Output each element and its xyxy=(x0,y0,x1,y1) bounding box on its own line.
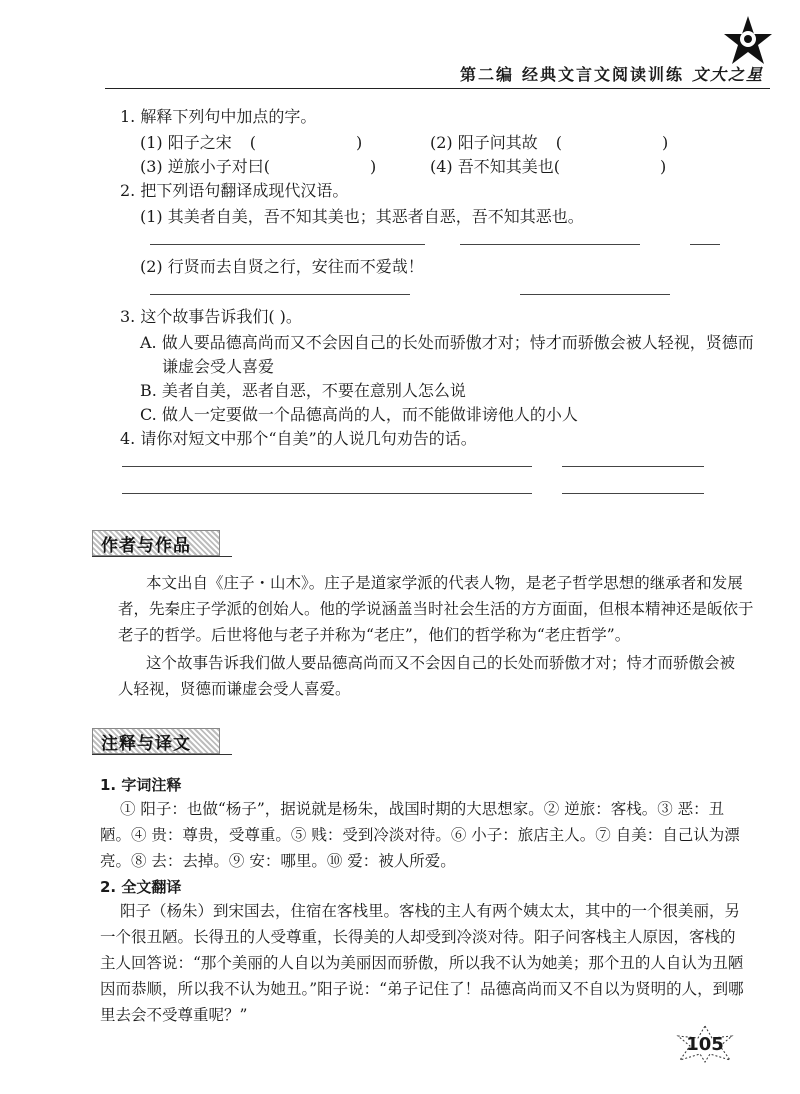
translation-line-2: 一个很丑陋。长得丑的人受尊重，长得美的人却受到冷淡对待。阳子问客栈主人原因，客栈的 xyxy=(100,928,736,946)
author-section-badge xyxy=(92,530,232,557)
notes-section-badge xyxy=(92,728,232,755)
author-para-2-line-1: 这个故事告诉我们做人要品德高尚而又不会因自己的长处而骄傲才对；恃才而骄傲会被 xyxy=(146,654,736,672)
q1-item-2-paren-open: ( xyxy=(555,133,563,152)
header-brand: 文大之星 xyxy=(691,65,764,84)
notes-heading-2: 2. 全文翻译 xyxy=(100,878,182,896)
author-para-1-line-3: 老子的哲学。后世将他与老子并称为“老庄”，他们的哲学称为“老庄哲学”。 xyxy=(118,626,631,644)
q1-item-3-paren-close: ) xyxy=(370,157,377,176)
q1-item-4-text: (4) 吾不知其美也 xyxy=(430,157,554,176)
notes-line-2: 陋。④ 贵：尊贵，受尊重。⑤ 贱：受到冷淡对待。⑥ 小子：旅店主人。⑦ 自美：自己认为漂 xyxy=(100,826,740,844)
q1-item-3 xyxy=(140,156,376,178)
author-section-title: 作者与作品 xyxy=(92,530,220,556)
q1-item-4-paren-close: ) xyxy=(660,157,667,176)
q4-answer-line-2b[interactable] xyxy=(562,493,704,494)
q2-answer-line-2a[interactable] xyxy=(150,294,410,295)
q1-item-1-paren-open: ( xyxy=(249,133,257,152)
translation-line-5: 里去会不受尊重呢？” xyxy=(100,1006,248,1024)
q1-item-4 xyxy=(430,156,666,178)
q1-title: 1. 解释下列句中加点的字。 xyxy=(120,107,317,126)
page-header xyxy=(0,0,800,100)
translation-line-4: 因而恭顺，所以我不认为她丑。”阳子说：“弟子记住了！品德高尚而又不自以为贤明的人，到哪 xyxy=(100,980,744,998)
q1-item-2 xyxy=(430,132,668,154)
q4-answer-line-2a[interactable] xyxy=(122,493,532,494)
star-logo-icon xyxy=(718,14,774,66)
page-number xyxy=(670,1024,740,1064)
q2-answer-line-2b[interactable] xyxy=(520,294,670,295)
author-para-1-line-2: 者，先秦庄子学派的创始人。他的学说涵盖当时社会生活的方方面面，但根本精神还是皈依于 xyxy=(118,600,754,618)
q1-item-2-paren-close: ) xyxy=(662,133,669,152)
translation-line-1: 阳子（杨朱）到宋国去，住宿在客栈里。客栈的主人有两个姨太太，其中的一个很美丽，另 xyxy=(120,902,741,920)
q1-item-4-paren-open: ( xyxy=(553,157,561,176)
author-para-1-line-1: 本文出自《庄子・山木》。庄子是道家学派的代表人物，是老子哲学思想的继承者和发展 xyxy=(146,574,743,592)
q3-option-a-cont: 谦虚会受人喜爱 xyxy=(162,357,275,376)
q2-item-2: (2) 行贤而去自贤之行，安往而不爱哉！ xyxy=(140,257,424,276)
q1-item-1-text: (1) 阳子之宋 xyxy=(140,133,232,152)
page-number-text: 105 xyxy=(686,1033,724,1055)
author-para-2-line-2: 人轻视，贤德而谦虚会受人喜爱。 xyxy=(118,680,351,698)
q4-answer-line-1b[interactable] xyxy=(562,466,704,467)
q1-item-1-paren-close: ) xyxy=(356,133,363,152)
q2-answer-line-1a[interactable] xyxy=(150,244,425,245)
q3-option-a[interactable]: A. 做人要品德高尚而又不会因自己的长处而骄傲才对；恃才而骄傲会被人轻视，贤德而 xyxy=(140,333,754,352)
notes-heading-1: 1. 字词注释 xyxy=(100,776,182,794)
q3-option-b[interactable]: B. 美者自美，恶者自恶，不要在意别人怎么说 xyxy=(140,381,466,400)
translation-line-3: 主人回答说：“那个美丽的人自以为美丽因而骄傲，所以我不认为她美；那个丑的人自认为丑陋 xyxy=(100,954,744,972)
notes-section-title: 注释与译文 xyxy=(92,728,220,754)
q1-item-1 xyxy=(140,132,362,154)
header-rule xyxy=(105,88,770,89)
q2-answer-line-1c[interactable] xyxy=(690,244,720,245)
notes-line-1: ① 阳子：也做“杨子”，据说就是杨朱，战国时期的大思想家。② 逆旅：客栈。③ 恶：丑 xyxy=(120,800,725,818)
q1-item-3-text: (3) 逆旅小子对曰 xyxy=(140,157,264,176)
q2-item-1: (1) 其美者自美，吾不知其美也；其恶者自恶，吾不知其恶也。 xyxy=(140,207,584,226)
q4-answer-line-1a[interactable] xyxy=(122,466,532,467)
q1-item-2-text: (2) 阳子问其故 xyxy=(430,133,538,152)
q2-title: 2. 把下列语句翻译成现代汉语。 xyxy=(120,181,349,200)
header-series: 经典文言文阅读训练 xyxy=(521,65,684,84)
header-section: 第二编 xyxy=(459,65,514,84)
q3-option-c[interactable]: C. 做人一定要做一个品德高尚的人，而不能做诽谤他人的小人 xyxy=(140,405,578,424)
header-text xyxy=(460,62,764,85)
q3-title: 3. 这个故事告诉我们( )。 xyxy=(120,307,302,326)
q4-title: 4. 请你对短文中那个“自美”的人说几句劝告的话。 xyxy=(120,429,477,448)
notes-line-3: 亮。⑧ 去：去掉。⑨ 安：哪里。⑩ 爱：被人所爱。 xyxy=(100,852,456,870)
q2-answer-line-1b[interactable] xyxy=(460,244,640,245)
q1-item-3-paren-open: ( xyxy=(263,157,271,176)
